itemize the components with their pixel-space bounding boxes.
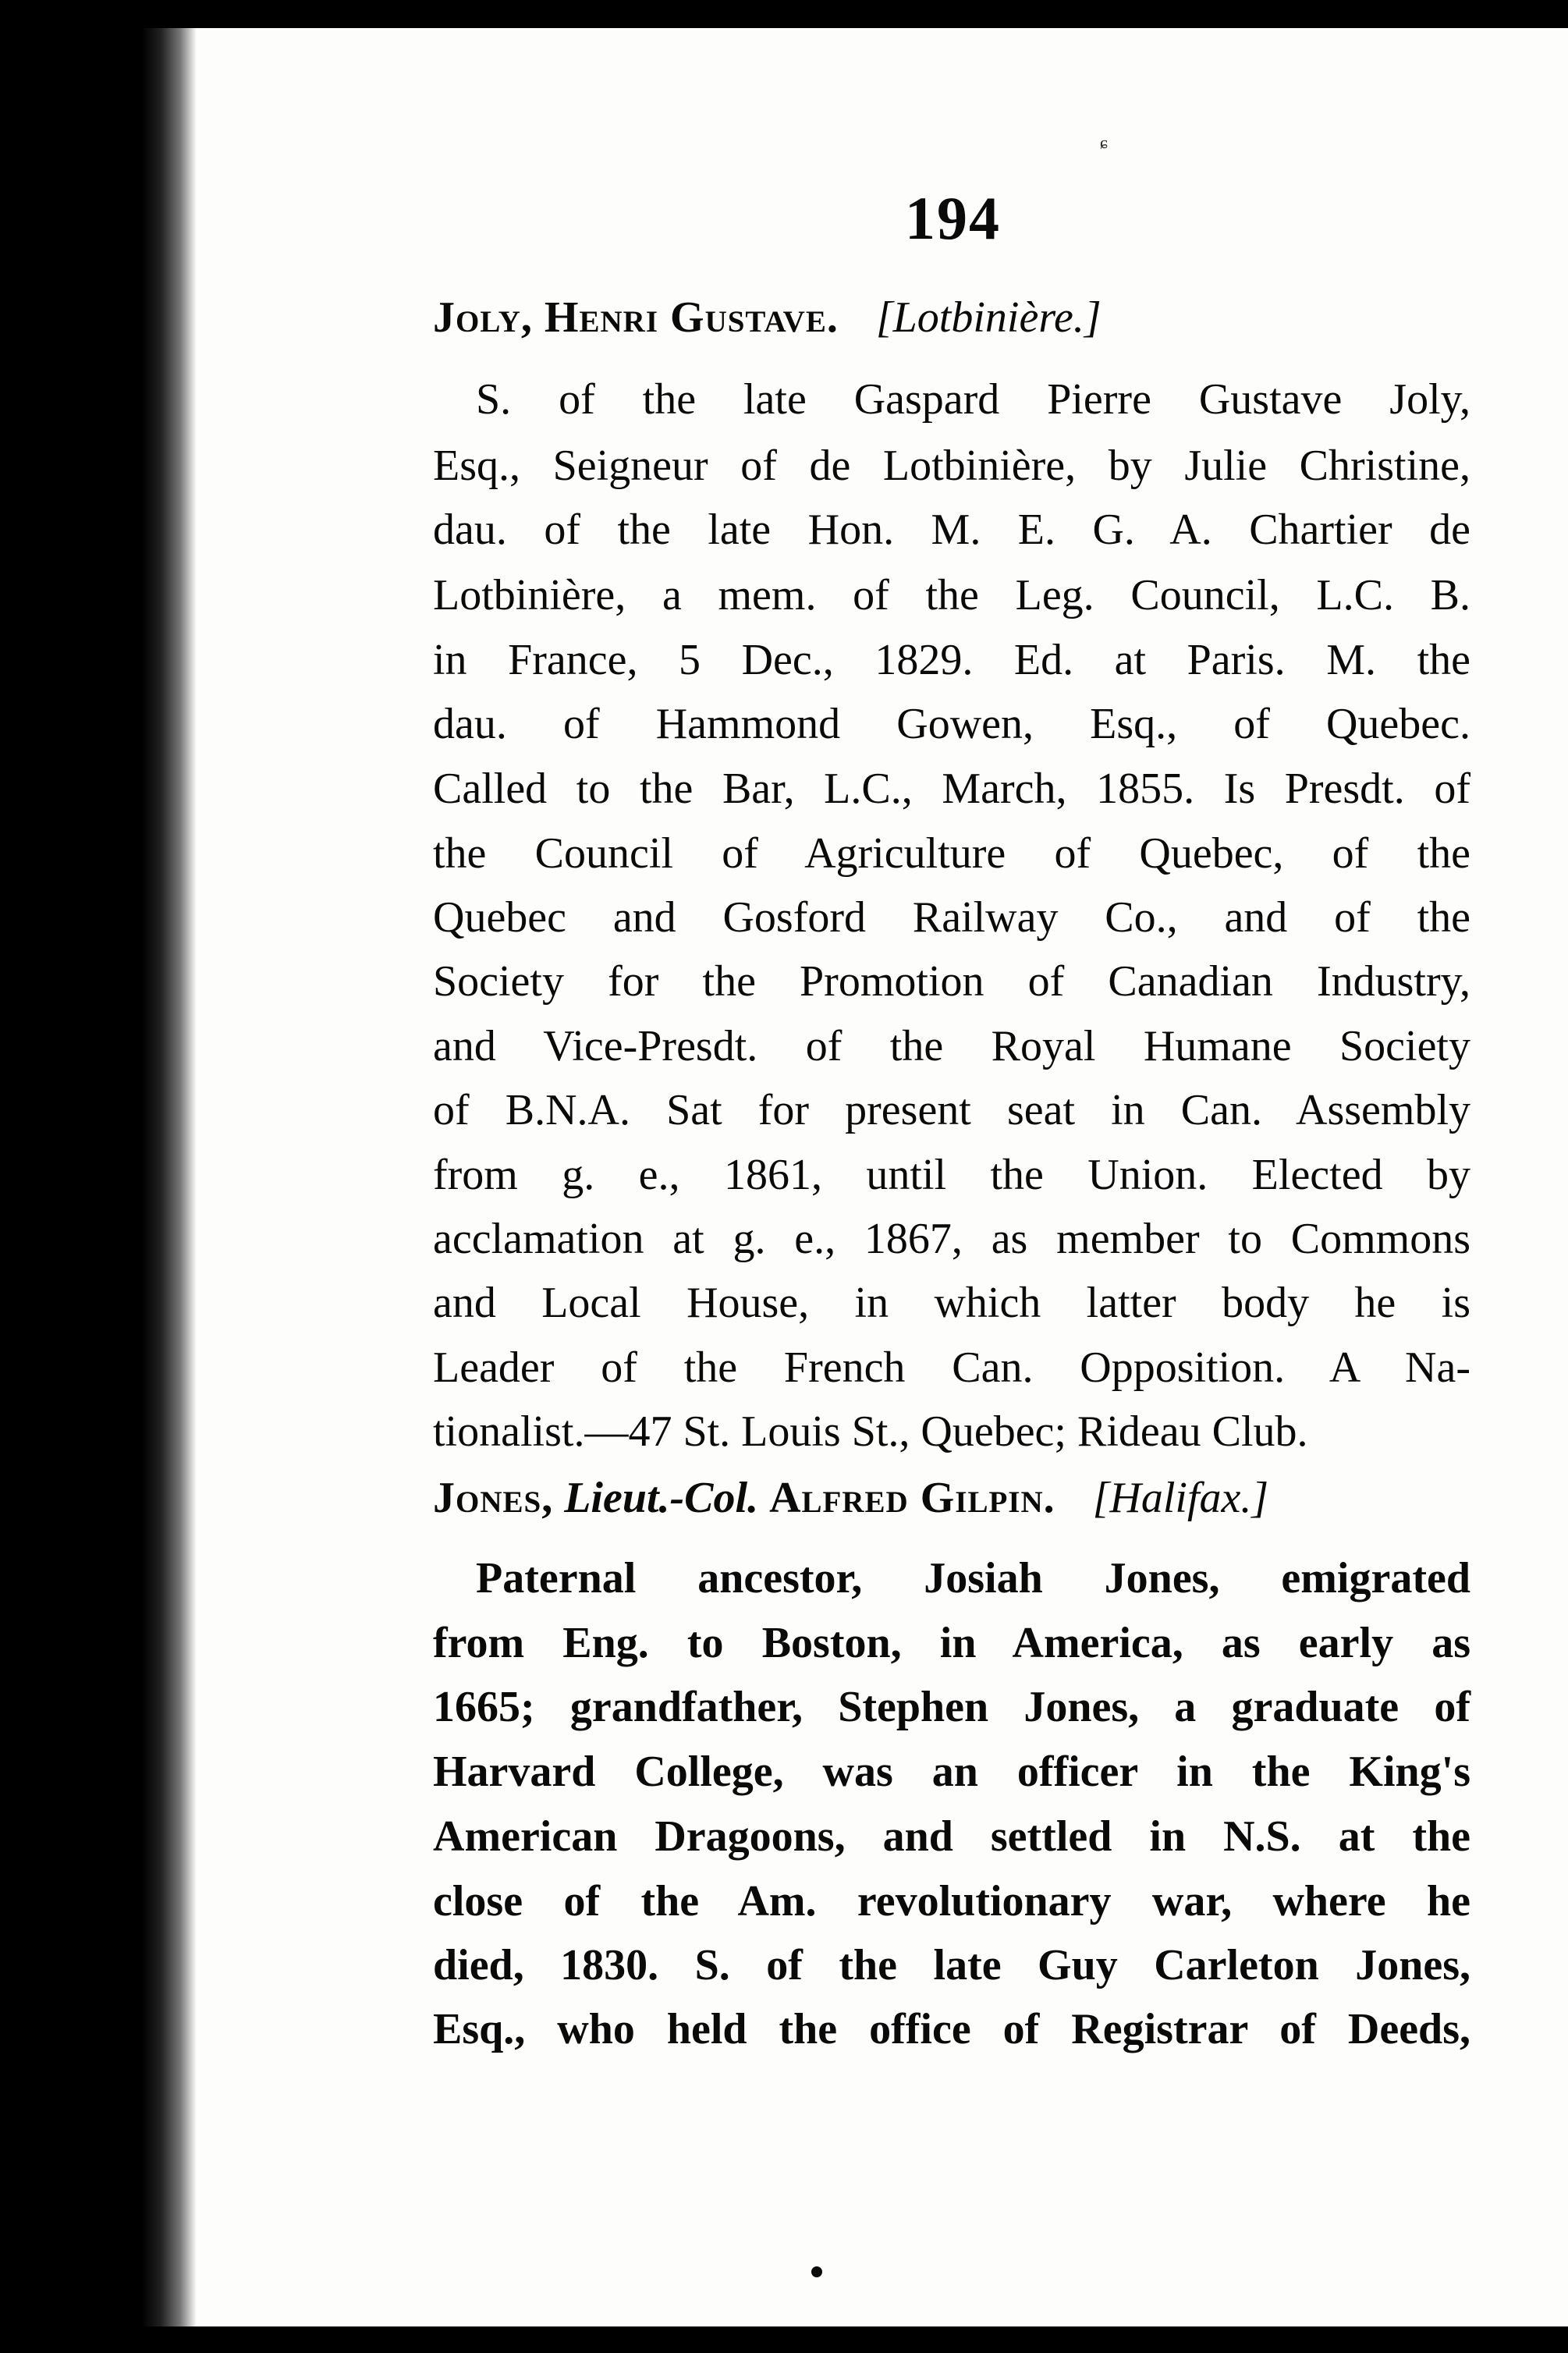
text-line: Society for the Promotion of Canadian Industry, <box>433 957 1470 1006</box>
text-line: American Dragoons, and settled in N.S. at the <box>433 1812 1470 1861</box>
text-line: and Local House, in which latter body he is <box>433 1279 1470 1327</box>
entry-rank: Lieut.-Col. <box>564 1474 759 1522</box>
entry-constituency <box>876 293 1102 342</box>
text-line: acclamation at g. e., 1867, as member to Commons <box>433 1215 1470 1263</box>
page-number: 194 <box>905 184 1001 252</box>
constituency-text: [Halifax.] <box>1092 1474 1269 1522</box>
text-line: Lotbinière, a mem. of the Leg. Council, L.C. B. <box>433 571 1470 619</box>
entry-name: Joly, Henri Gustave. <box>433 293 839 342</box>
page-dot <box>811 2266 822 2277</box>
text-line: from Eng. to Boston, in America, as early as <box>433 1619 1470 1667</box>
text-line: 1665; grandfather, Stephen Jones, a graduate of <box>433 1683 1470 1731</box>
text-line: tionalist.—47 St. Louis St., Quebec; Rideau Club. <box>433 1407 1308 1456</box>
text-line: of B.N.A. Sat for present seat in Can. Assembly <box>433 1086 1470 1134</box>
text-line: S. of the late Gaspard Pierre Gustave Joly, <box>476 375 1470 424</box>
entry-heading-joly <box>433 293 1102 342</box>
entry-heading-jones <box>433 1473 1268 1523</box>
text-line: Leader of the French Can. Opposition. A Na- <box>433 1343 1470 1392</box>
text-line: close of the Am. revolutionary war, where he <box>433 1877 1470 1925</box>
text-line: the Council of Agriculture of Quebec, of the <box>433 829 1470 878</box>
entry-constituency <box>1093 1474 1269 1522</box>
text-line: in France, 5 Dec., 1829. Ed. at Paris. M. the <box>433 636 1470 684</box>
text-line: Esq., Seigneur of de Lotbinière, by Julie Christine, <box>433 442 1470 490</box>
page-spine-shadow <box>142 28 197 2326</box>
constituency-text: [Lotbinière.] <box>875 293 1102 342</box>
text-line: and Vice-Presdt. of the Royal Humane Society <box>433 1022 1470 1070</box>
text-line: Harvard College, was an officer in the King's <box>433 1748 1470 1796</box>
text-line: from g. e., 1861, until the Union. Elected by <box>433 1151 1470 1199</box>
text-line: Paternal ancestor, Josiah Jones, emigrated <box>476 1554 1470 1602</box>
text-line: Quebec and Gosford Railway Co., and of the <box>433 893 1470 942</box>
text-line: dau. of Hammond Gowen, Esq., of Quebec. <box>433 700 1470 748</box>
text-line: died, 1830. S. of the late Guy Carleton Jones, <box>433 1941 1470 1989</box>
corner-mark: ɕ <box>1100 133 1108 152</box>
entry-name-part: Alfred Gilpin. <box>769 1474 1055 1522</box>
text-line: Called to the Bar, L.C., March, 1855. Is Presdt. of <box>433 765 1470 813</box>
text-line: dau. of the late Hon. M. E. G. A. Chartier de <box>433 506 1470 554</box>
entry-name-part: Jones, <box>433 1474 554 1522</box>
text-line: Esq., who held the office of Registrar of Deeds, <box>433 2005 1470 2053</box>
